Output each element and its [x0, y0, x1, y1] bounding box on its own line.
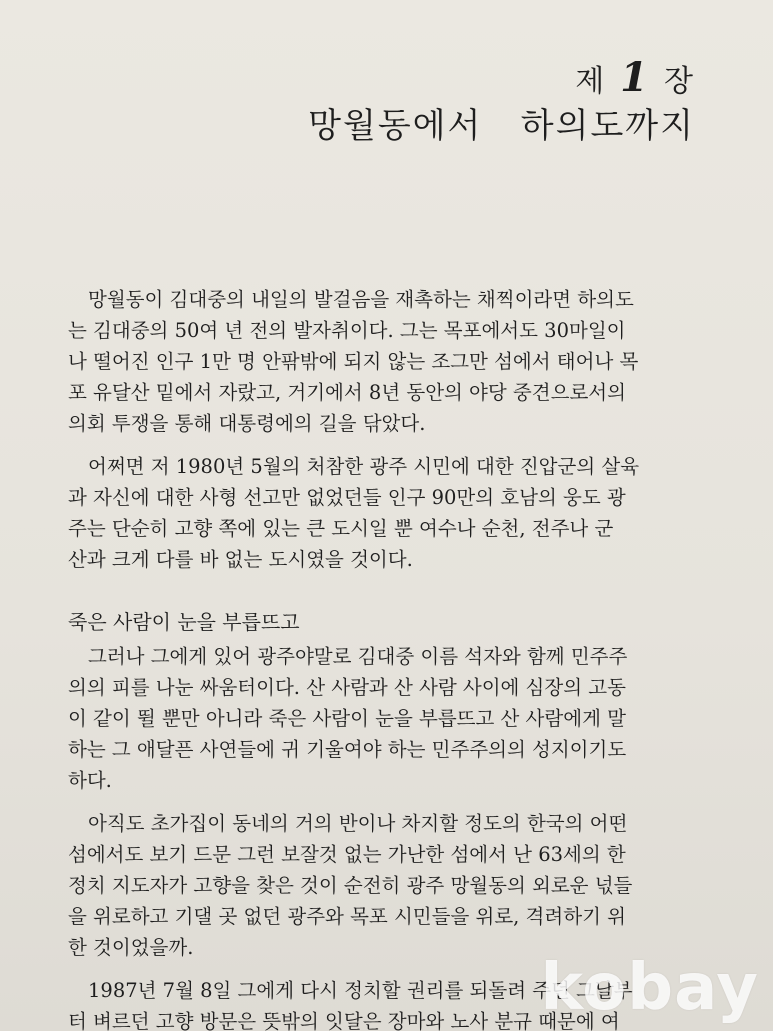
watermark-logo: kobay [540, 951, 759, 1025]
text-line: 나 떨어진 인구 1만 명 안팎밖에 되지 않는 조그만 섬에서 태어나 목 [68, 350, 639, 373]
text-line: 그러나 그에게 있어 광주야말로 김대중 이름 석자와 함께 민주주 [88, 645, 628, 668]
text-line: 어쩌면 저 1980년 5월의 처참한 광주 시민에 대한 진압군의 살육 [88, 455, 640, 478]
text-line: 포 유달산 밑에서 자랐고, 거기에서 8년 동안의 야당 중견으로서의 [68, 381, 626, 404]
text-line: 망월동이 김대중의 내일의 발걸음을 재촉하는 채찍이라면 하의도 [88, 288, 634, 311]
chapter-label-pre: 제 [575, 63, 607, 99]
text-line: 산과 크게 다를 바 없는 도시였을 것이다. [68, 548, 413, 571]
text-line: 의회 투쟁을 통해 대통령에의 길을 닦았다. [68, 412, 426, 435]
text-line: 한 것이었을까. [68, 936, 194, 959]
text-line: 을 위로하고 기댈 곳 없던 광주와 목포 시민들을 위로, 격려하기 위 [68, 905, 626, 928]
text-line: 이 같이 뛸 뿐만 아니라 죽은 사람이 눈을 부릅뜨고 산 사람에게 말 [68, 707, 626, 730]
paragraph [68, 808, 708, 963]
text-line: 1987년 7월 8일 그에게 다시 정치할 권리를 되돌려 주던 그날부 [88, 979, 633, 1002]
text-line: 주는 단순히 고향 쪽에 있는 큰 도시일 뿐 여수나 순천, 전주나 군 [68, 517, 614, 540]
chapter-number [575, 54, 695, 101]
text-line: 정치 지도자가 고향을 찾은 것이 순전히 광주 망월동의 외로운 넋들 [68, 874, 633, 897]
chapter-digit: 1 [620, 54, 651, 101]
text-line: 하다. [68, 769, 112, 792]
paragraph [68, 451, 708, 575]
paragraph [68, 641, 708, 796]
text-line: 과 자신에 대한 사형 선고만 없었던들 인구 90만의 호남의 웅도 광 [68, 486, 626, 509]
paragraph [68, 284, 708, 439]
text-line: 아직도 초가집이 동네의 거의 반이나 차지할 정도의 한국의 어떤 [88, 812, 628, 835]
section-subheading: 죽은 사람이 눈을 부릅뜨고 [68, 610, 300, 634]
text-line: 는 김대중의 50여 년 전의 발자취이다. 그는 목포에서도 30마일이 [68, 319, 626, 342]
text-line: 하는 그 애달픈 사연들에 귀 기울여야 하는 민주주의의 성지이기도 [68, 738, 627, 761]
text-line: 의의 피를 나눈 싸움터이다. 산 사람과 산 사람 사이에 심장의 고동 [68, 676, 626, 699]
chapter-label-post: 장 [664, 63, 695, 99]
text-line: 섬에서도 보기 드문 그런 보잘것 없는 가난한 섬에서 난 63세의 한 [68, 843, 626, 866]
text-line: 터 벼르던 고향 방문은 뜻밖의 잇달은 장마와 노사 분규 때문에 여 [68, 1010, 620, 1031]
chapter-title: 망월동에서 하의도까지 [308, 106, 695, 146]
body-text [68, 284, 708, 1031]
